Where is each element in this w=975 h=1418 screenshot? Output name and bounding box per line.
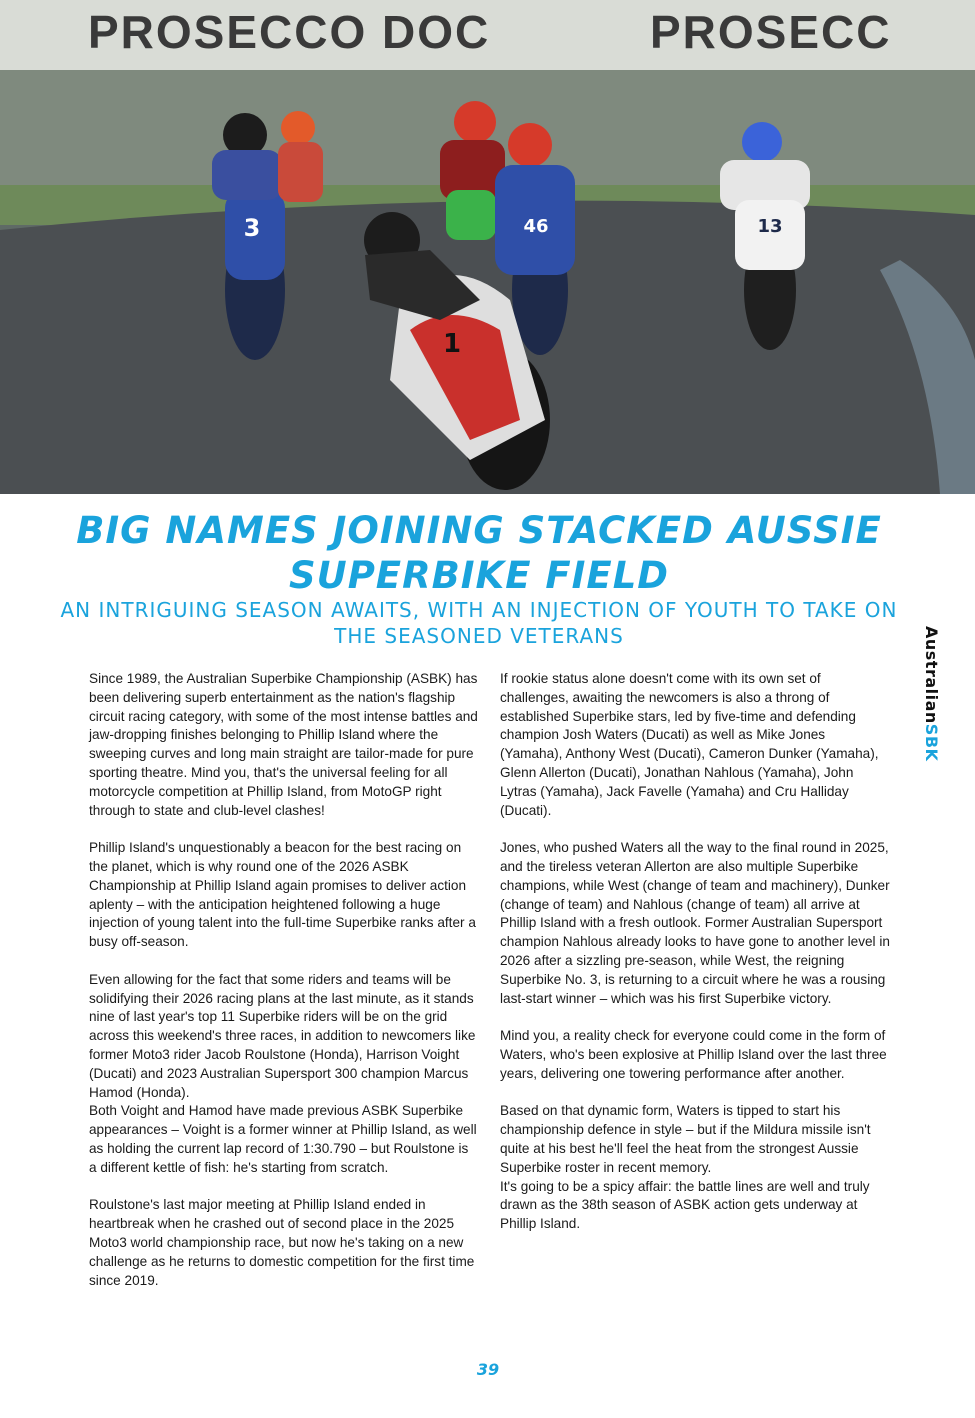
paragraph: Since 1989, the Australian Superbike Championship (ASBK) has been delivering superb entertainment as the nation's flagship circuit racing category, with some of the most intense battles and jaw-dropping finishes belonging to Phillip Island where the sweeping curves and long main straight are tailor-made for pure sporting theatre. Mind you, that's the universal feeling for all motorcycle competition at Phillip Island, from MotoGP right through to state and club-level clashes!: [89, 671, 478, 818]
side-tab-text-accent: SBK: [922, 723, 941, 762]
bike-number-3: 3: [243, 214, 261, 242]
bike-number-1: 1: [442, 329, 462, 359]
banner-text-left: PROSECCO DOC: [88, 6, 491, 58]
paragraph: Even allowing for the fact that some riders and teams will be solidifying their 2026 racing plans at the last minute, as it stands nine of last year's top 11 Superbike riders will be on the grid across this weekend's three races, in addition to newcomers like former Moto3 rider Jacob Roulstone (Honda), Harrison Voight (Ducati) and 2023 Australian Supersport 300 champion Marcus Hamod (Honda). Both Voight and Hamod have made previous ASBK Superbike appearances – Voight is a former winner at Phillip Island, as well as holding the current lap record of 1:30.790 – but Roulstone is a different kettle of fish: he's starting from scratch.: [89, 971, 477, 1175]
body-column-left: [89, 670, 479, 1309]
paragraph: Roulstone's last major meeting at Phillip Island ended in heartbreak when he crashed out of second place in the 2025 Moto3 world championship race, but now he's taking on a new challenge as he returns to domestic competition for the first time since 2019.: [89, 1197, 475, 1288]
hero-photo: [0, 0, 975, 494]
article-headline: BIG NAMES JOINING STACKED AUSSIE SUPERBIKE FIELD: [76, 509, 882, 597]
bike-number-13: 13: [757, 216, 783, 237]
article-subhead: AN INTRIGUING SEASON AWAITS, WITH AN INJECTION OF YOUTH TO TAKE ON THE SEASONED VETERANS: [60, 598, 898, 648]
paragraph: Based on that dynamic form, Waters is tipped to start his championship defence in style – but if the Mildura missile isn't quite at his best he'll feel the heat from the strongest Aussie Superbike roster in recent memory. It's going to be a spicy affair: the battle lines are well and truly drawn as the 38th season of ASBK action gets underway at Phillip Island.: [500, 1103, 871, 1232]
paragraph: Mind you, a reality check for everyone could come in the form of Waters, who's been explosive at Phillip Island over the last three years, delivering one towering performance after another.: [500, 1028, 887, 1081]
section-side-tab: [921, 626, 941, 796]
banner-text-right: PROSECC: [650, 6, 892, 58]
paragraph: If rookie status alone doesn't come with its own set of challenges, awaiting the newcomers is also a throng of established Superbike stars, led by five-time and defending champion Josh Waters (Ducati) as well as Mike Jones (Yamaha), Anthony West (Ducati), Cameron Dunker (Yamaha), Glenn Allerton (Ducati), Jonathan Nahlous (Yamaha), John Lytras (Yamaha), Jack Favelle (Yamaha) and Cru Halliday (Ducati).: [500, 671, 879, 818]
page-number: 39: [476, 1360, 500, 1379]
paragraph: Phillip Island's unquestionably a beacon for the best racing on the planet, which is why round one of the 2026 ASBK Championship at Phillip Island again promises to deliver action aplenty – with the anticipation heightened following a huge injection of young talent into the full-time Superbike ranks after a busy off-season.: [89, 840, 476, 950]
section-side-tab-label: [922, 626, 941, 761]
bike-number-46: 46: [523, 216, 549, 237]
paragraph: Jones, who pushed Waters all the way to the final round in 2025, and the tireless veteran Allerton are also multiple Superbike champions, while West (change of team and machinery), Dunker (change of team) and Nahlous (change of team) all arrive at Phillip Island with a fresh outlook. Former Australian Supersport champion Nahlous already looks to have gone to another level in 2026 after a sizzling pre-season, while West, the reigning Superbike No. 3, is returning to a circuit where he was a rousing last-start winner – which was his first Superbike victory.: [500, 840, 890, 1006]
race-scene-illustration: [0, 0, 975, 494]
side-tab-text-primary: Australian: [922, 626, 941, 724]
body-column-right: [500, 670, 890, 1253]
